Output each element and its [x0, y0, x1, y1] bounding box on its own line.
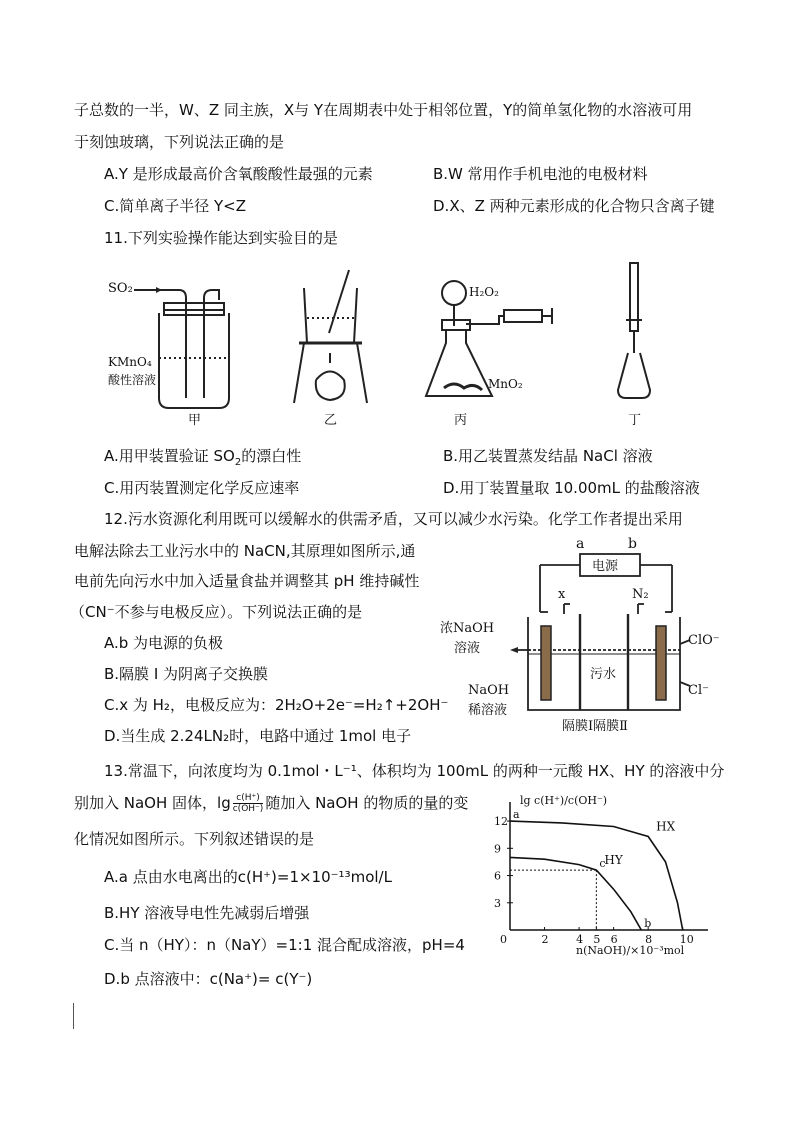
apparatus-ding: [618, 263, 650, 398]
q12-option-b: B.隔膜 I 为阴离子交换膜: [104, 665, 269, 683]
x-tick-label: 4: [576, 933, 584, 946]
q13-option-d: D.b 点溶液中：c(Na⁺)= c(Y⁻): [104, 970, 313, 988]
q13-option-b: B.HY 溶液导电性先减弱后增强: [104, 904, 310, 922]
left-electrode: [541, 626, 551, 700]
q12-option-c: C.x 为 H₂，电极反应为：2H₂O+2e⁻=H₂↑+2OH⁻: [104, 696, 449, 714]
point-label-c: c: [599, 857, 606, 871]
conc-naoh-label-2: 溶液: [454, 641, 481, 656]
wastewater-label: 污水: [590, 667, 617, 682]
point-label-b: b: [644, 917, 652, 930]
kmno4-label: KMnO₄: [108, 355, 152, 369]
x-tick-label: 5: [593, 933, 601, 946]
h2o2-label: H₂O₂: [469, 285, 499, 299]
caption-ding: 丁: [628, 413, 642, 428]
gas-n2-label: N₂: [632, 587, 649, 602]
q12-line2: 电解法除去工业污水中的 NaCN,其原理如图所示,通: [74, 542, 416, 560]
series-label-hx: HX: [656, 819, 676, 834]
gas-x-label: x: [558, 587, 566, 602]
q10-option-a: A.Y 是形成最高价含氧酸酸性最强的元素: [104, 165, 373, 183]
chart-series: [510, 808, 683, 930]
y-tick-label: 12: [494, 815, 508, 829]
y-tick-label: 3: [494, 896, 501, 910]
lg-ratio-vs-naoh-chart: [480, 790, 720, 960]
q11-option-a: A.用甲装置验证 $SO_2$的漂白性: [104, 447, 302, 468]
caption-jia: 甲: [188, 413, 202, 428]
q12-option-a: A.b 为电源的负极: [104, 634, 224, 652]
mno2-label: MnO₂: [488, 377, 523, 391]
q11-apparatus-figure: [104, 258, 684, 438]
right-electrode: [656, 626, 666, 700]
fraction-denominator: c(OH⁻): [232, 804, 264, 814]
q11-stem: 11.下列实验操作能达到实验目的是: [104, 229, 338, 247]
q11-option-d: D.用丁装置量取 10.00mL 的盐酸溶液: [443, 479, 700, 497]
margin-line: [73, 1003, 74, 1029]
point-label-a: a: [513, 808, 520, 822]
acid-label: 酸性溶液: [108, 373, 157, 387]
q10-option-b: B.W 常用作手机电池的电极材料: [433, 165, 648, 183]
x-tick-label: 2: [541, 933, 549, 946]
q10-line2: 于刻蚀玻璃，下列说法正确的是: [74, 133, 285, 151]
membrane-labels: 隔膜Ⅰ隔膜Ⅱ: [562, 719, 628, 734]
x-tick-label: 8: [645, 933, 653, 946]
dil-naoh-label-2: 稀溶液: [468, 703, 508, 718]
dil-naoh-label-1: NaOH: [468, 683, 510, 698]
series-line-hy: [510, 857, 641, 930]
caption-yi: 乙: [324, 413, 338, 428]
fraction-numerator: c(H⁺): [233, 793, 264, 804]
q13-option-a: A.a 点由水电离出的c(H⁺)=1×10⁻¹³mol/L: [104, 868, 392, 886]
so2-label: SO₂: [108, 281, 133, 296]
chart-ticks: [494, 815, 694, 946]
q13-option-c: C.当 n（HY）：n（NaY）=1:1 混合配成溶液，pH=4: [104, 936, 465, 954]
q12-line1: 12.污水资源化利用既可以缓解水的供需矛盾，又可以减少水污染。化学工作者提出采用: [104, 510, 683, 528]
x-tick-label: 6: [610, 933, 618, 946]
x-tick-label: 10: [679, 933, 694, 946]
apparatus-jia: [134, 287, 229, 408]
q10-line1: 子总数的一半，W、Z 同主族，X与 Y在周期表中处于相邻位置，Y的简单氢化物的水溶液可用: [74, 101, 693, 119]
y-tick-label: 6: [494, 869, 501, 883]
x-axis-label: n(NaOH)/×10⁻³mol: [576, 944, 685, 957]
conc-naoh-label-1: 浓NaOH: [440, 621, 495, 636]
q13-line3: 化情况如图所示。下列叙述错误的是: [74, 830, 315, 848]
q11-option-c: C.用丙装置测定化学反应速率: [104, 479, 300, 497]
origin-label: 0: [500, 933, 507, 946]
electrolysis-figure: [440, 532, 720, 740]
series-label-hy: HY: [604, 853, 623, 868]
apparatus-yi: [294, 270, 367, 403]
q12-line4: （CN⁻不参与电极反应）。下列说法正确的是: [70, 603, 363, 621]
q13-line1: 13.常温下，向浓度均为 0.1mol・L⁻¹、体积均为 100mL 的两种一元酸 HX、HY 的溶液中分: [104, 762, 725, 780]
q13-line2: 别加入 NaOH 固体，lg $\frac{c(H^+)}{c(OH^-)}$ 随加入 NaOH 的物质的量的变: [74, 793, 469, 814]
cl-label: Cl⁻: [688, 683, 709, 698]
terminal-b: b: [628, 536, 637, 552]
y-tick-label: 9: [494, 842, 501, 856]
caption-bing: 丙: [454, 413, 468, 428]
q10-option-c: C.简单离子半径 Y<Z: [104, 197, 247, 215]
q12-line3: 电前先向污水中加入适量食盐并调整其 pH 维持碱性: [74, 572, 420, 590]
y-axis-label: lg c(H⁺)/c(OH⁻): [520, 794, 608, 807]
terminal-a: a: [576, 536, 585, 552]
q10-option-d: D.X、Z 两种元素形成的化合物只含离子键: [433, 197, 715, 215]
power-source-label: 电源: [592, 559, 619, 574]
clo-label: ClO⁻: [688, 633, 720, 648]
q11-option-b: B.用乙装置蒸发结晶 NaCl 溶液: [443, 447, 653, 465]
q12-option-d: D.当生成 2.24LN₂时，电路中通过 1mol 电子: [104, 727, 412, 745]
